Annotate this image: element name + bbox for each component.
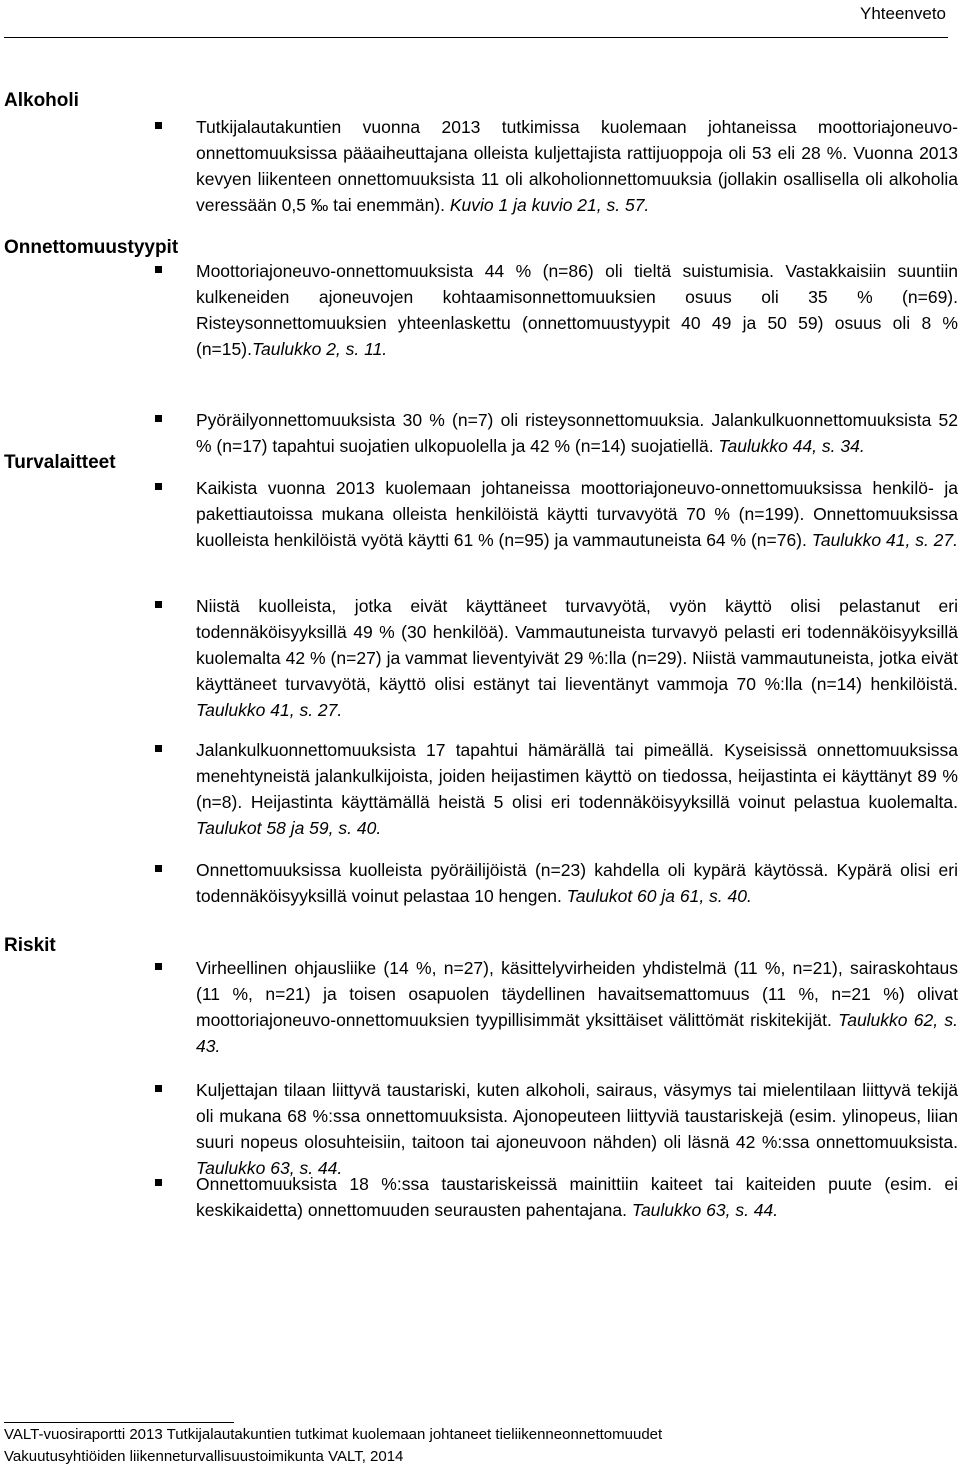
bullet-turvalaitteet-1 — [196, 475, 958, 553]
bullet-onnettomuustyypit-2 — [196, 407, 958, 459]
bullet-text: Jalankulkuonnettomuuksista 17 tapahtui hämärällä tai pimeällä. Kyseisissä onnettomuuksissa menehtyneistä jalankulkijoista, joiden heijastimen käyttö on tiedossa, heijastinta ei käyttänyt 89 % (n=8). Heijastinta käyttämällä heistä 5 olisi eri todennäköisyyksillä voinut pelastua kuolemalta. — [196, 740, 958, 812]
bullet-square-icon — [155, 601, 162, 608]
bullet-riskit-1 — [196, 955, 958, 1059]
bullet-square-icon — [155, 483, 162, 490]
bullet-reference: Taulukko 2, s. 11. — [251, 339, 388, 359]
bullet-turvalaitteet-3 — [196, 737, 958, 841]
bullet-reference: Taulukko 63, s. 44. — [631, 1200, 779, 1220]
bullet-text: Virheellinen ohjausliike (14 %, n=27), käsittelyvirheiden yhdistelmä (11 %, n=21), sairaskohtaus (11 %, n=21) ja toisen osapuolen täydellinen havaitsemattomuus (11 %, n=21 %) olivat moottoriajoneuvo-onnettomuuksien tyypillisimmät yksittäiset välittömät riskitekijät. — [196, 958, 958, 1030]
bullet-text: Onnettomuuksissa kuolleista pyöräilijöistä (n=23) kahdella oli kypärä käytössä. Kypärä olisi eri todennäköisyyksillä voinut pelastaa 10 hengen. — [196, 860, 958, 906]
bullet-square-icon — [155, 963, 162, 970]
bullet-riskit-3 — [196, 1171, 958, 1223]
bullet-reference: Kuvio 1 ja kuvio 21, s. 57. — [449, 195, 650, 215]
bullet-reference: Taulukko 63, s. 44. — [196, 1158, 343, 1178]
bullet-turvalaitteet-4 — [196, 857, 958, 909]
bullet-text: Pyöräilyonnettomuuksista 30 % (n=7) oli risteysonnettomuuksia. Jalankulkuonnettomuuksista 52 % (n=17) tapahtui suojatien ulkopuolella ja 42 % (n=14) suojatiellä. — [196, 410, 958, 456]
bullet-text: Kaikista vuonna 2013 kuolemaan johtaneissa moottoriajoneuvo-onnettomuuksissa henkilö- ja pakettiautoissa mukana olleista henkilöistä käytti turvavyötä 70 % (n=199). Onnettomuuksissa kuolleista henkilöistä vyötä käytti 61 % (n=95) ja vammautuneista 64 % (n=76). — [196, 478, 958, 550]
bullet-square-icon — [155, 1085, 162, 1092]
bullet-reference: Taulukot 60 ja 61, s. 40. — [566, 886, 752, 906]
bullet-reference: Taulukko 44, s. 34. — [718, 436, 865, 456]
footer-report-title: VALT-vuosiraportti 2013 Tutkijalautakuntien tutkimat kuolemaan johtaneet tieliikenneonnettomuudet — [4, 1426, 663, 1443]
bullet-square-icon — [155, 266, 162, 273]
bullet-reference: Taulukko 41, s. 27. — [196, 700, 343, 720]
bullet-text: Tutkijalautakuntien vuonna 2013 tutkimissa kuolemaan johtaneissa moottoriajoneuvo-onnettomuuksissa pääaiheuttajana olleista kuljettajista rattijuoppoja oli 53 eli 28 %. Vuonna 2013 kevyen liikenteen onnettomuuksista 11 oli alkoholionnettomuuksia (jollakin osallisella oli alkoholia veressään 0,5 ‰ tai enemmän). — [196, 117, 958, 215]
bullet-reference: Taulukko 41, s. 27. — [811, 530, 959, 550]
bullet-reference: Taulukko 62, s. 43. — [196, 1010, 958, 1056]
bullet-square-icon — [155, 122, 162, 129]
section-heading-turvalaitteet: Turvalaitteet — [4, 452, 116, 473]
bullet-text: Kuljettajan tilaan liittyvä taustariski, kuten alkoholi, sairaus, väsymys tai mielentilaan liittyvä tekijä oli mukana 68 %:ssa onnettomuuksista. Ajonopeuteen liittyviä taustariskejä (esim. ylinopeus, liian suuri nopeus olosuhteisiin, taitoon tai ajoneuvoon nähden) oli läsnä 42 %:ssa onnettomuuksista. — [196, 1080, 958, 1152]
section-heading-onnettomuustyypit: Onnettomuustyypit — [4, 237, 179, 258]
bullet-alkoholi-1 — [196, 114, 958, 218]
section-heading-alkoholi: Alkoholi — [4, 90, 79, 111]
bullet-onnettomuustyypit-1 — [196, 258, 958, 362]
bullet-square-icon — [155, 745, 162, 752]
bullet-text: Moottoriajoneuvo-onnettomuuksista 44 % (n=86) oli tieltä suistumisia. Vastakkaisiin suuntiin kulkeneiden ajoneuvojen kohtaamisonnettomuuksien osuus oli 35 % (n=69). Risteysonnettomuuksien yhteenlaskettu (onnettomuustyypit 40 49 ja 50 59) osuus oli 8 % (n=15). — [196, 261, 958, 359]
bullet-square-icon — [155, 1179, 162, 1186]
bullet-text: Onnettomuuksista 18 %:ssa taustariskeissä mainittiin kaiteet tai kaiteiden puute (esim. ei keskikaidetta) onnettomuuden seurausten pahentajana. — [196, 1174, 958, 1220]
footer-publisher: Vakuutusyhtiöiden liikenneturvallisuustoimikunta VALT, 2014 — [4, 1448, 404, 1465]
bullet-riskit-2 — [196, 1077, 958, 1181]
page-header-title: Yhteenveto — [859, 4, 946, 23]
header-divider — [4, 37, 948, 38]
bullet-reference: Taulukot 58 ja 59, s. 40. — [196, 818, 382, 838]
bullet-square-icon — [155, 415, 162, 422]
bullet-turvalaitteet-2 — [196, 593, 958, 723]
footer-divider — [4, 1422, 234, 1423]
bullet-text: Niistä kuolleista, jotka eivät käyttäneet turvavyötä, vyön käyttö olisi pelastanut eri todennäköisyyksillä 49 % (30 henkilöä). Vammautuneista turvavyö pelasti eri todennäköisyyksillä kuolemalta 42 % (n=27) ja vammat lieventyivät 29 %:lla (n=29). Niistä vammautuneista, jotka eivät käyttäneet turvavyötä, käyttö olisi estänyt tai lieventänyt vammoja 70 %:lla (n=14) henkilöistä. — [196, 596, 958, 694]
bullet-square-icon — [155, 865, 162, 872]
section-heading-riskit: Riskit — [4, 935, 56, 956]
